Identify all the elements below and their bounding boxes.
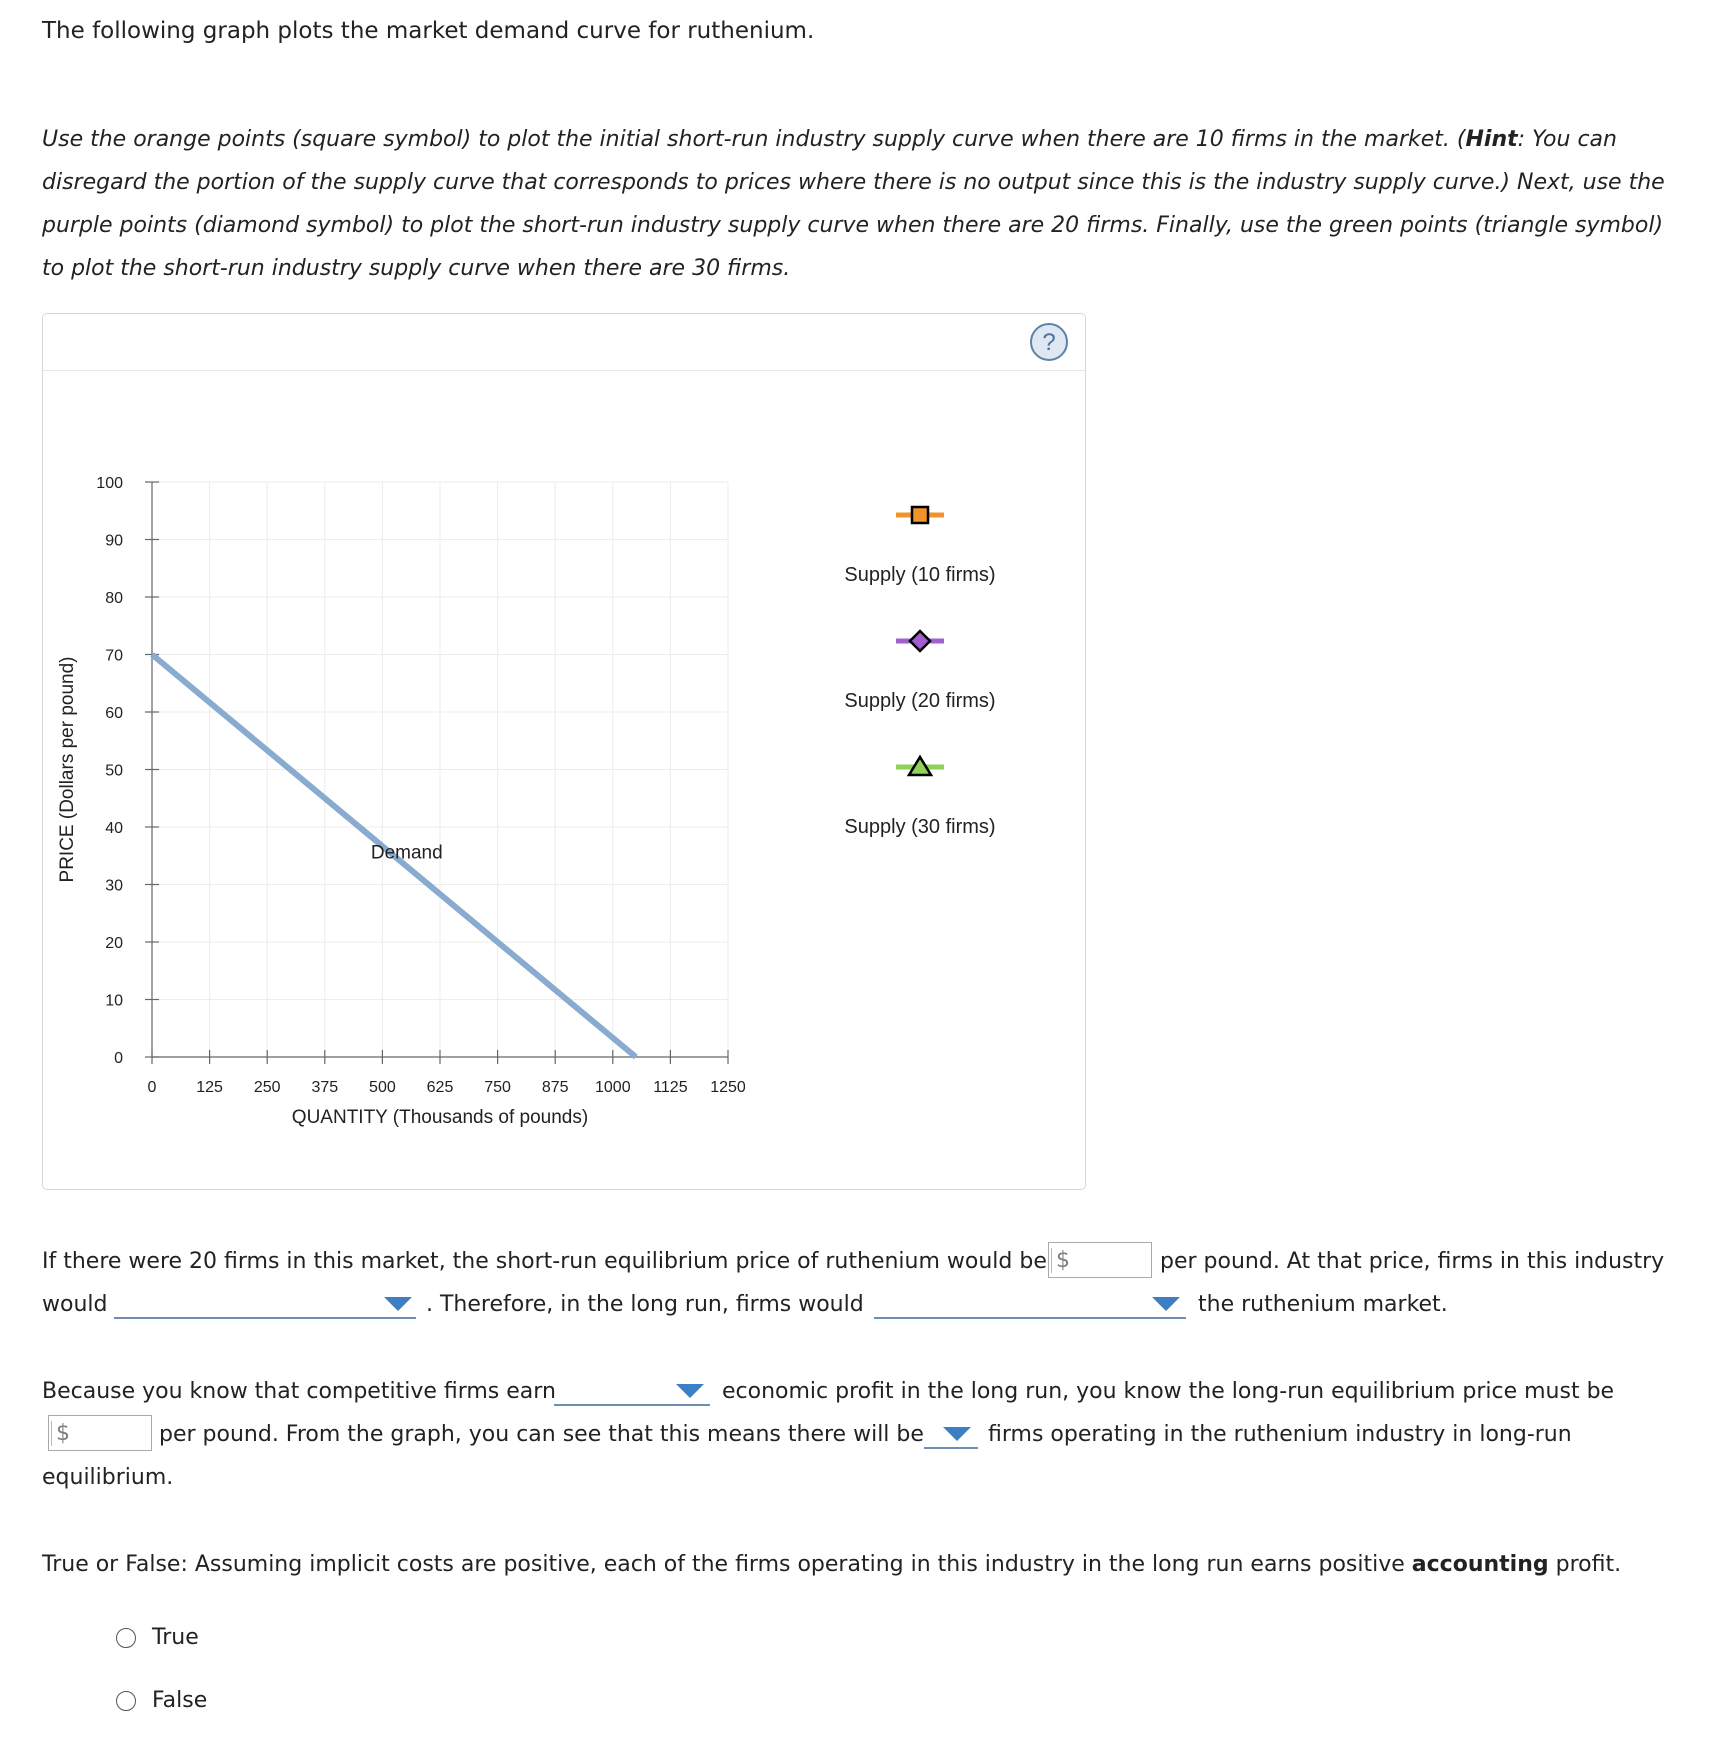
q3-prefix: True or False: Assuming implicit costs are positive, each of the firms operating in this industry in the long run earns positive	[42, 1552, 1405, 1577]
chevron-down-icon[interactable]	[384, 1297, 412, 1311]
hint-label: Hint	[1465, 127, 1518, 152]
q1-entry-dropdown[interactable]	[874, 1317, 1186, 1319]
q1-part5: the ruthenium market.	[1198, 1292, 1448, 1317]
q3-suffix: profit.	[1555, 1552, 1622, 1577]
instructions-part1: Use the orange points (square symbol) to plot the initial short-run industry supply curve when there are 10 firms in the market. (	[42, 127, 1466, 152]
q2-part5: equilibrium.	[42, 1465, 174, 1490]
q2-profit-dropdown[interactable]	[554, 1404, 710, 1406]
y-tick-label: 20	[105, 935, 123, 952]
q3-question	[42, 1543, 1621, 1586]
x-tick-label: 750	[484, 1079, 511, 1096]
y-tick-label: 40	[105, 820, 123, 837]
y-tick-label: 60	[105, 705, 123, 722]
x-axis-label: QUANTITY (Thousands of pounds)	[291, 1107, 589, 1128]
demand-label: Demand	[370, 842, 443, 864]
instructions-part2: : You can disregard the portion of the supply curve that corresponds to prices where there is no output since this is the industry supply curve.) Next, use the purple points (diamond symbol) to plot the short-run industry supply curve when there are 20 firms. Finally, use the green points (triangle symbol) to plot the short-run industry supply curve when there are 30 firms.	[42, 127, 1665, 281]
q2-part4: firms operating in the ruthenium industry in long-run	[988, 1422, 1572, 1447]
radio-true-label[interactable]: True	[152, 1625, 199, 1650]
y-tick-label: 10	[105, 992, 123, 1010]
q2-firms-dropdown[interactable]	[924, 1447, 978, 1449]
x-tick-label: 0	[147, 1079, 157, 1096]
q1-part4: . Therefore, in the long run, firms would	[426, 1292, 864, 1317]
y-tick-label: 90	[105, 532, 123, 550]
chevron-down-icon[interactable]	[943, 1427, 971, 1441]
x-tick-label: 500	[369, 1079, 396, 1096]
q1-part1: If there were 20 firms in this market, the short-run equilibrium price of ruthenium would be	[42, 1249, 1047, 1274]
x-tick-label: 1000	[595, 1079, 631, 1096]
q1-price-input[interactable]	[1048, 1242, 1152, 1278]
q2-price-input[interactable]	[48, 1415, 152, 1451]
x-tick-label: 375	[311, 1079, 339, 1096]
q1-profit-dropdown[interactable]	[114, 1317, 416, 1319]
q3-bold: accounting	[1411, 1552, 1549, 1577]
graph-panel	[42, 313, 1086, 1190]
legend-label: Supply (30 firms)	[844, 816, 996, 838]
x-tick-label: 250	[253, 1079, 281, 1096]
intro-text: The following graph plots the market demand curve for ruthenium.	[42, 18, 815, 44]
radio-false-label[interactable]: False	[152, 1688, 208, 1713]
q2-part2: economic profit in the long run, you know the long-run equilibrium price must be	[722, 1379, 1615, 1404]
q2-part3: per pound. From the graph, you can see that this means there will be	[159, 1422, 924, 1447]
diamond-icon	[910, 631, 930, 651]
y-tick-label: 50	[105, 762, 123, 780]
dollar-sign: $	[51, 1421, 70, 1446]
y-tick-label: 70	[105, 647, 123, 665]
graph[interactable]	[43, 314, 1087, 1191]
square-icon	[912, 507, 928, 523]
y-tick-label: 0	[114, 1050, 123, 1067]
x-tick-label: 875	[541, 1079, 569, 1096]
x-tick-label: 1250	[710, 1079, 746, 1096]
radio-true[interactable]	[116, 1628, 136, 1648]
legend-label: Supply (20 firms)	[844, 690, 996, 712]
y-axis-label: PRICE (Dollars per pound)	[57, 656, 78, 883]
x-tick-label: 625	[426, 1079, 454, 1096]
x-tick-label: 1125	[653, 1079, 688, 1096]
q2-part1: Because you know that competitive firms earn	[42, 1379, 556, 1404]
q1-part2: per pound. At that price, firms in this industry	[1160, 1249, 1665, 1274]
dollar-sign: $	[1051, 1248, 1070, 1273]
x-tick-label: 125	[196, 1079, 223, 1096]
chevron-down-icon[interactable]	[676, 1384, 704, 1398]
radio-false[interactable]	[116, 1691, 136, 1711]
legend-label: Supply (10 firms)	[844, 564, 996, 586]
q1-part3: would	[42, 1292, 108, 1317]
y-tick-label: 100	[96, 475, 123, 492]
y-tick-label: 80	[105, 590, 123, 607]
instructions	[42, 118, 1682, 290]
chevron-down-icon[interactable]	[1152, 1297, 1180, 1311]
y-tick-label: 30	[105, 877, 123, 895]
svg-text:?: ?	[1042, 329, 1056, 356]
